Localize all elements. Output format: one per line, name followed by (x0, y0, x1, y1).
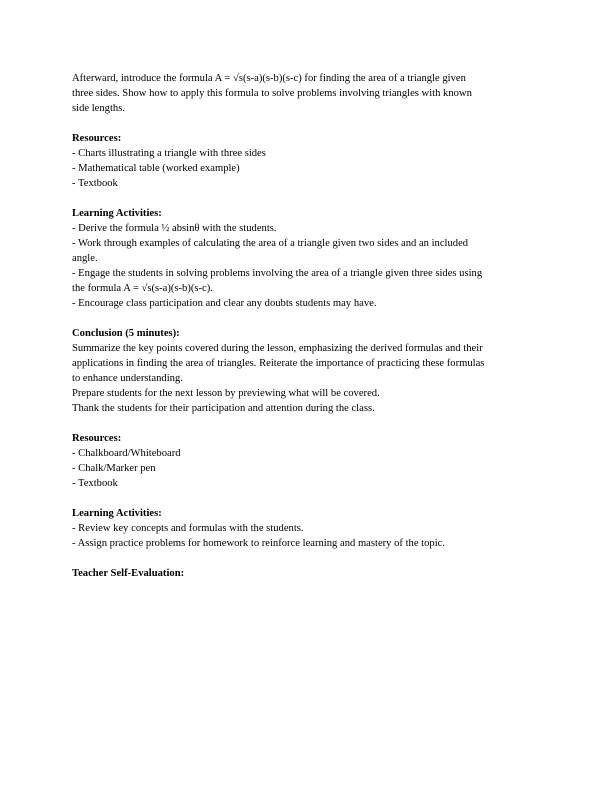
list-item: - Chalk/Marker pen (72, 463, 156, 474)
text-line: Prepare students for the next lesson by previewing what will be covered. (72, 388, 380, 399)
text-line: - Encourage class participation and clear any doubts students may have. (72, 298, 377, 309)
list-item: - Mathematical table (worked example) (72, 163, 240, 174)
teacher-self-evaluation-section (72, 566, 552, 581)
text-line: Afterward, introduce the formula A = √s(s-a)(s-b)(s-c) for finding the area of a triangle given (72, 73, 466, 84)
section-heading: Learning Activities: (72, 208, 162, 219)
list-item: - Textbook (72, 478, 118, 489)
text-line: applications in finding the area of triangles. Reiterate the importance of practicing these formulas (72, 358, 485, 369)
text-line: three sides. Show how to apply this formula to solve problems involving triangles with known (72, 88, 472, 99)
text-line: angle. (72, 253, 98, 264)
text-line: the formula A = √s(s-a)(s-b)(s-c). (72, 283, 213, 294)
document-page (72, 71, 552, 596)
text-line: - Review key concepts and formulas with the students. (72, 523, 304, 534)
resources-section-1 (72, 131, 552, 191)
list-item: - Textbook (72, 178, 118, 189)
section-heading: Learning Activities: (72, 508, 162, 519)
learning-activities-section-2 (72, 506, 552, 551)
text-line: to enhance understanding. (72, 373, 183, 384)
section-heading: Conclusion (5 minutes): (72, 328, 180, 339)
section-heading: Resources: (72, 133, 122, 144)
text-line: - Derive the formula ½ absinθ with the students. (72, 223, 277, 234)
list-item: - Charts illustrating a triangle with three sides (72, 148, 266, 159)
text-line: - Work through examples of calculating the area of a triangle given two sides and an included (72, 238, 469, 249)
resources-section-2 (72, 431, 552, 491)
text-line: - Engage the students in solving problems involving the area of a triangle given three sides using (72, 268, 483, 279)
conclusion-section (72, 326, 552, 416)
text-line: Summarize the key points covered during the lesson, emphasizing the derived formulas and their (72, 343, 483, 354)
learning-activities-section-1 (72, 206, 552, 311)
list-item: - Chalkboard/Whiteboard (72, 448, 181, 459)
text-line: - Assign practice problems for homework to reinforce learning and mastery of the topic. (72, 538, 446, 549)
text-line: Thank the students for their participation and attention during the class. (72, 403, 375, 414)
text-line: side lengths. (72, 103, 125, 114)
intro-paragraph (72, 71, 552, 116)
section-heading: Resources: (72, 433, 122, 444)
section-heading: Teacher Self-Evaluation: (72, 568, 185, 579)
